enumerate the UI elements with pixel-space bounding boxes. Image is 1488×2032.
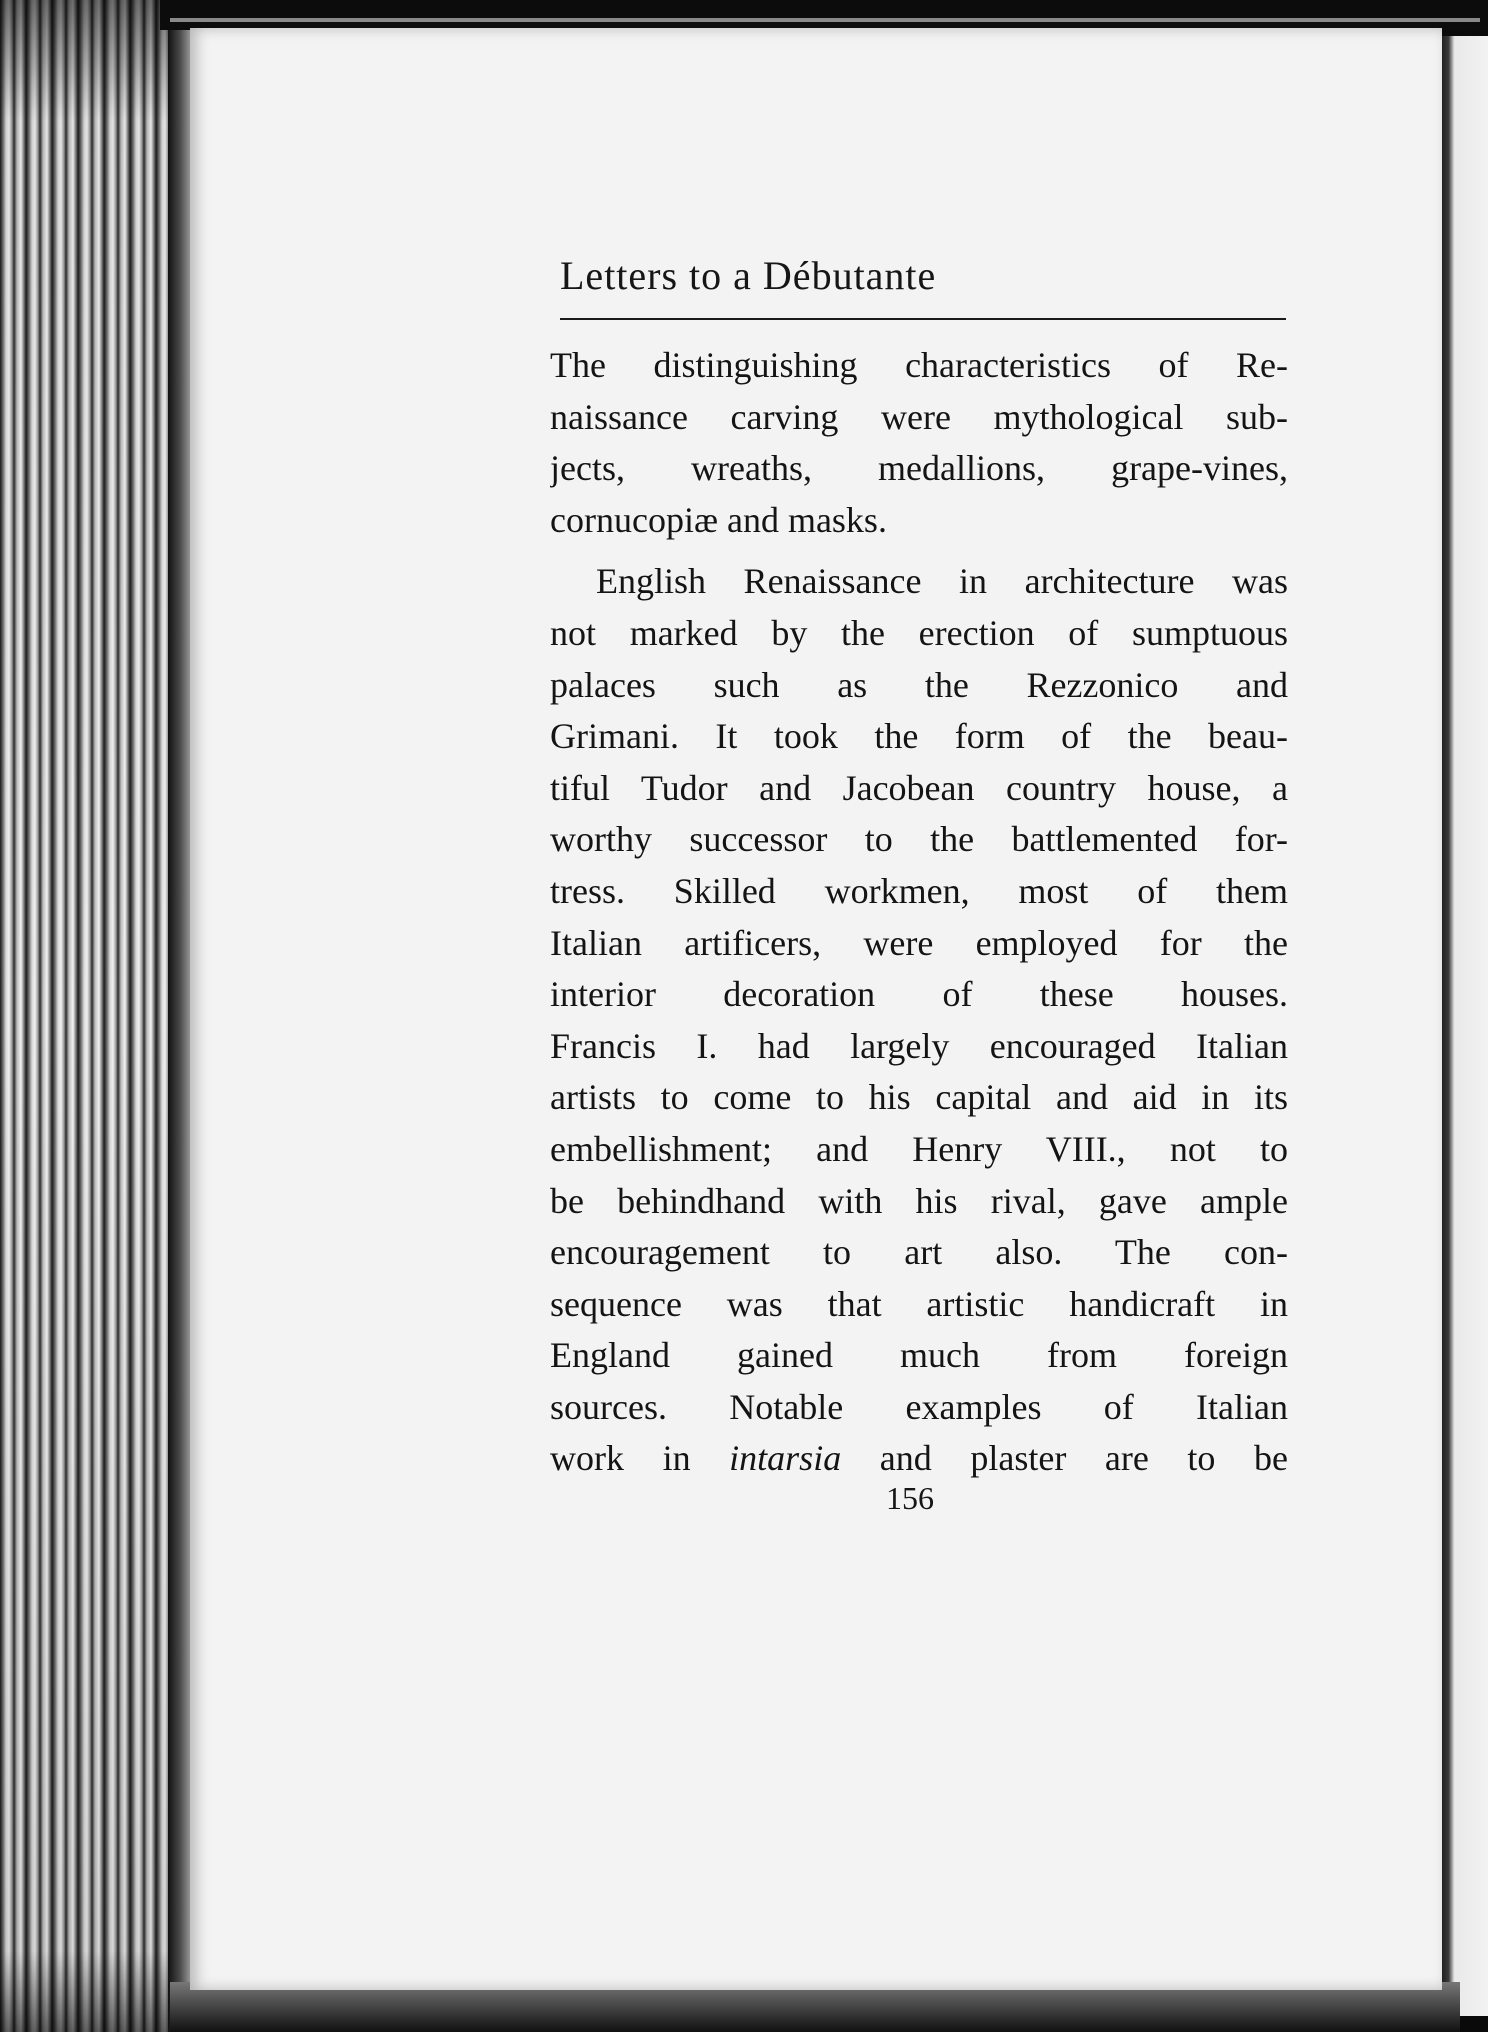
italic-term: intarsia [729, 1438, 842, 1479]
text-line: tiful Tudor and Jacobean country house, a [550, 767, 1288, 808]
text-line: naissance carving were mythological sub- [550, 396, 1288, 437]
text-segment: and plaster are to be [841, 1438, 1288, 1479]
text-line [550, 1433, 1288, 1485]
top-page-edge [170, 18, 1480, 22]
text-line: sequence was that artistic handicraft in [550, 1283, 1288, 1324]
top-background [160, 0, 1488, 30]
running-head: Letters to a Débutante [560, 253, 937, 298]
text-line: England gained much from foreign [550, 1335, 1288, 1376]
text-line: tress. Skilled workmen, most of them [550, 870, 1288, 911]
text-line: Italian artificers, were employed for the [550, 922, 1288, 963]
text-line: cornucopiæ and masks. [550, 499, 887, 540]
text-line: Francis I. had largely encouraged Italian [550, 1025, 1288, 1066]
text-line: Grimani. It took the form of the beau- [550, 716, 1288, 757]
text-line: worthy successor to the battlemented for- [550, 819, 1288, 860]
paragraph [550, 340, 1288, 546]
text-line: be behindhand with his rival, gave ample [550, 1180, 1288, 1221]
text-line: encouragement to art also. The con- [550, 1232, 1288, 1273]
text-line: not marked by the erection of sumptuous [550, 612, 1288, 653]
text-line: sources. Notable examples of Italian [550, 1386, 1288, 1427]
body-text [550, 340, 1288, 1485]
text-segment: work in [550, 1438, 730, 1479]
text-line: jects, wreaths, medallions, grape-vines, [550, 448, 1288, 489]
paragraph-gap [550, 546, 1288, 556]
text-line: artists to come to his capital and aid in its [550, 1077, 1288, 1118]
adjacent-page-edge [1440, 36, 1488, 2016]
text-line: palaces such as the Rezzonico and [550, 664, 1288, 705]
page-number: 156 [886, 1480, 934, 1516]
paragraph [550, 556, 1288, 1485]
text-line: English Renaissance in architecture was [596, 561, 1288, 602]
running-head-rule [560, 318, 1286, 320]
text-line: The distinguishing characteristics of Re- [550, 345, 1288, 385]
text-line: interior decoration of these houses. [550, 974, 1288, 1015]
text-line: embellishment; and Henry VIII., not to [550, 1128, 1288, 1169]
